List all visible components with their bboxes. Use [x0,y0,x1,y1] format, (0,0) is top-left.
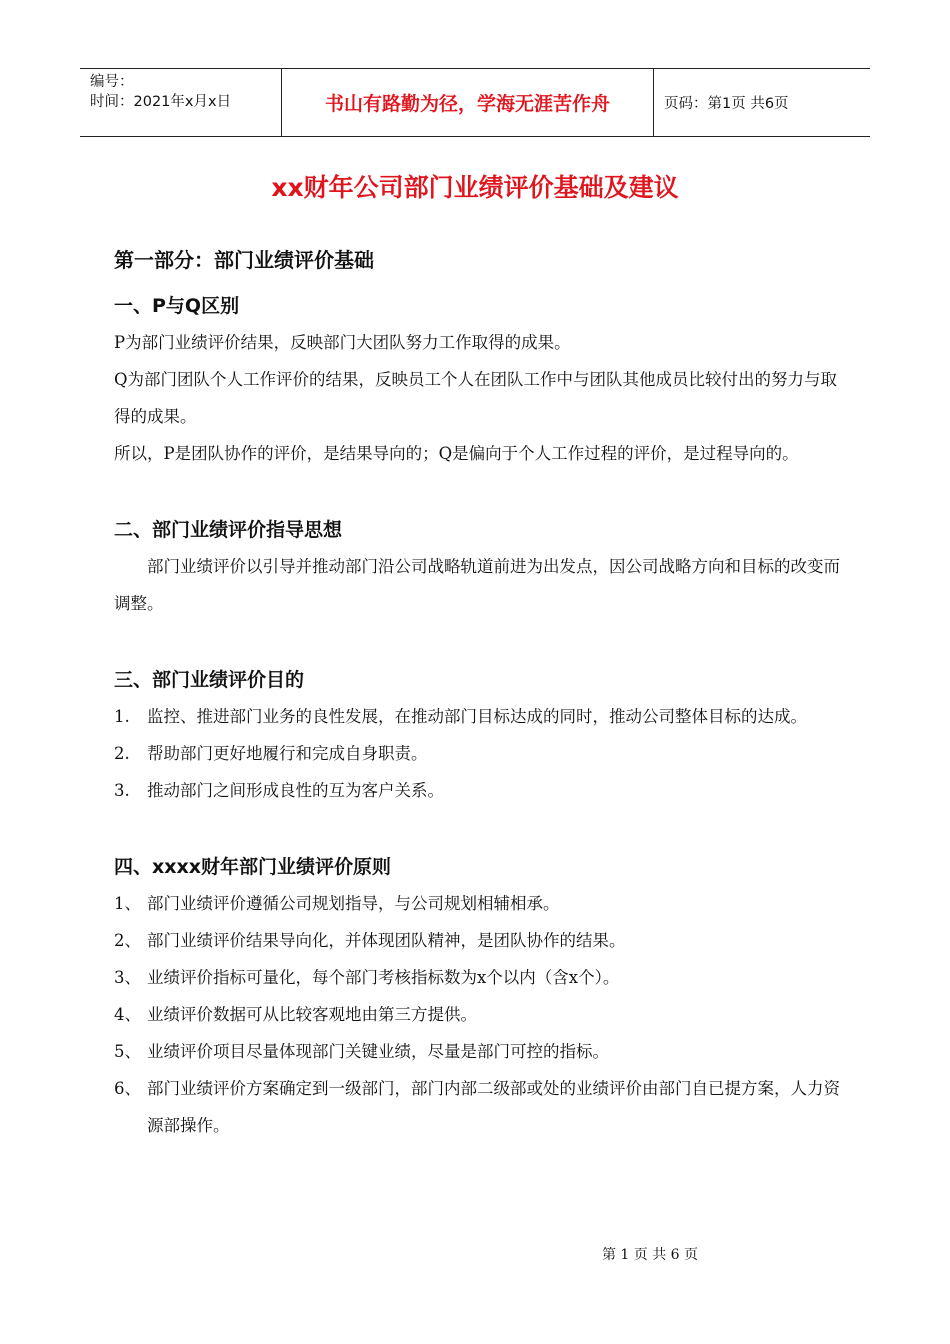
section1-heading: 一、P与Q区别 [114,295,240,317]
list-item-number: 1、 [114,894,141,913]
list-item-number: 4、 [114,1005,141,1024]
list-item-number: 5、 [114,1042,141,1061]
document-title: xx财年公司部门业绩评价基础及建议 [271,173,679,202]
section4-list [114,885,844,1144]
list-item-number: 3、 [114,968,141,987]
section2-heading: 二、部门业绩评价指导思想 [114,519,343,541]
list-item [114,996,844,1033]
section1-paragraph-2: Q为部门团队个人工作评价的结果，反映员工个人在团队工作中与团队其他成员比较付出的努力与取得的成果。 [114,370,838,426]
page-header [80,68,870,137]
list-item-text: 帮助部门更好地履行和完成自身职责。 [147,744,428,763]
list-item-number: 2、 [114,931,141,950]
section1-paragraph-3: 所以，P是团队协作的评价，是结果导向的；Q是偏向于个人工作过程的评价，是过程导向的。 [114,444,799,463]
section1-paragraph-1: P为部门业绩评价结果，反映部门大团队努力工作取得的成果。 [114,333,571,352]
list-item-text: 业绩评价指标可量化，每个部门考核指标数为x个以内（含x个）。 [147,968,620,987]
section2-paragraph: 部门业绩评价以引导并推动部门沿公司战略轨道前进为出发点，因公司战略方向和目标的改变而调整。 [114,557,840,613]
document-body [114,240,844,1144]
list-item [114,772,844,809]
list-item [114,885,844,922]
page-footer: 第 1 页 共 6 页 [601,1247,699,1263]
header-meta [80,69,282,136]
list-item-number: 1. [114,707,130,726]
list-item-text: 监控、推进部门业务的良性发展，在推动部门目标达成的同时，推动公司整体目标的达成。 [147,707,807,726]
list-item-number: 3. [114,781,130,800]
section4-heading: 四、xxxx财年部门业绩评价原则 [114,856,392,878]
list-item-text: 业绩评价数据可从比较客观地由第三方提供。 [147,1005,477,1024]
list-item-text: 部门业绩评价方案确定到一级部门，部门内部二级部或处的业绩评价由部门自已提方案，人力资源部操作。 [147,1079,840,1135]
list-item [114,1033,844,1070]
section3-list [114,698,844,809]
list-item-number: 2. [114,744,130,763]
list-item [114,1070,844,1144]
list-item-text: 业绩评价项目尽量体现部门关键业绩，尽量是部门可控的指标。 [147,1042,609,1061]
header-motto: 书山有路勤为径，学海无涯苦作舟 [282,69,654,136]
header-page-info: 页码：第1页 共6页 [664,96,789,112]
list-item-number: 6、 [114,1079,141,1098]
list-item [114,959,844,996]
part1-heading: 第一部分：部门业绩评价基础 [114,248,374,272]
list-item [114,922,844,959]
list-item [114,735,844,772]
time-label: 时间：2021年x月x日 [90,94,232,110]
list-item-text: 推动部门之间形成良性的互为客户关系。 [147,781,444,800]
list-item-text: 部门业绩评价遵循公司规划指导，与公司规划相辅相承。 [147,894,560,913]
list-item [114,698,844,735]
number-label: 编号： [90,74,134,90]
section3-heading: 三、部门业绩评价目的 [114,669,305,691]
list-item-text: 部门业绩评价结果导向化，并体现团队精神，是团队协作的结果。 [147,931,626,950]
